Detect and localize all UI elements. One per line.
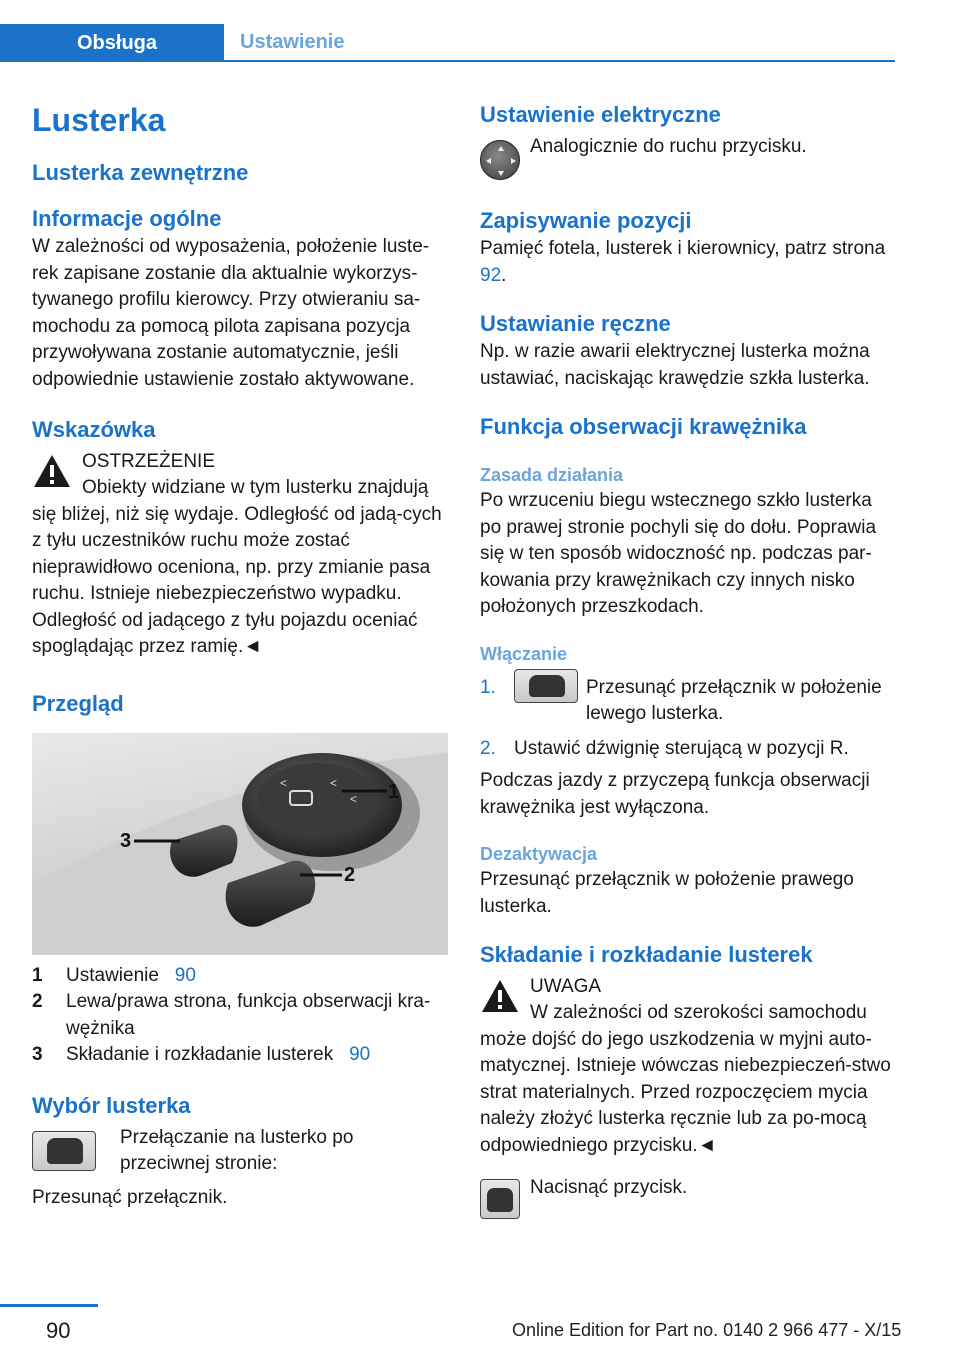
manual-heading: Ustawianie ręczne — [480, 311, 671, 336]
tab-ustawienie[interactable]: Ustawienie — [240, 30, 345, 53]
disable-heading: Dezaktywacja — [480, 844, 598, 864]
hint-heading: Wskazówka — [32, 417, 156, 442]
svg-text:<: < — [350, 791, 358, 806]
legend-item: 1 Ustawienie 90 — [32, 964, 196, 986]
electric-heading: Ustawienie elektryczne — [480, 102, 721, 127]
fold-button-icon — [480, 1179, 520, 1219]
general-heading: Informacje ogólne — [32, 206, 222, 231]
enable-heading: Włączanie — [480, 643, 568, 664]
page-link[interactable]: 90 — [349, 1044, 371, 1065]
list-item: 2. Ustawić dźwignię sterującą w pozycji R. — [480, 737, 849, 759]
electric-row — [480, 134, 896, 186]
svg-text:<: < — [280, 775, 288, 790]
chapter-tabs — [0, 24, 895, 62]
legend-item: 2 Lewa/prawa strona, funkcja obserwacji kra-wężnika — [32, 991, 431, 1039]
direction-pad-icon — [480, 140, 520, 180]
page-number: 90 — [46, 1318, 71, 1343]
legend-item: 3 Składanie i rozkładanie lusterek 90 — [32, 1044, 371, 1065]
edition-note: Online Edition for Part no. 0140 2 966 477 - X/15 — [512, 1320, 902, 1340]
enable-steps — [480, 675, 896, 763]
list-item: 1. Przesunąć przełącznik w położenie lewego lusterka. — [480, 675, 896, 728]
disable-text: Przesunąć przełącznik w położenie prawego lusterka. — [480, 869, 854, 917]
page-link[interactable]: 90 — [174, 964, 196, 986]
warning-triangle-icon — [32, 453, 72, 489]
caution-text: W zależności od szerokości samochodu może dojść do jego uszkodzenia w myjni auto-matycznej. Istnieje wówczas niebezpieczeń-stwo strat materialnych. Przed rozpoczęciem mycia należy złożyć lusterka ręcznie lub za po-mocą odpowiedniego przycisku.◄ — [480, 1002, 891, 1156]
principle-text: Po wrzuceniu biegu wstecznego szkło lusterka po prawej stronie pochyli się do dołu. Poprawia się w ten sposób widoczność np. podczas par-kowania przy krawężnikach czy innych nisko położonych przeszkodach. — [480, 490, 877, 617]
caution-block — [480, 974, 896, 1000]
left-column — [32, 96, 448, 1211]
overview-heading: Przegląd — [32, 690, 124, 716]
page-title: Lusterka — [32, 102, 166, 138]
fold-heading: Składanie i rozkładanie lusterek — [480, 942, 813, 967]
select-row — [32, 1125, 448, 1179]
right-column — [480, 96, 896, 1219]
page-link[interactable]: 92 — [480, 264, 502, 286]
save-heading: Zapisywanie pozycji — [480, 208, 692, 233]
curb-heading: Funkcja obserwacji krawężnika — [480, 414, 807, 439]
warning-text: Obiekty widziane w tym lusterku znajdują się bliżej, niż się wydaje. Odległość od jadą-cych z tyłu uczestników ruchu może zostać nieprawidłowo oceniona, np. przy zmianie pasa ruchu. Istnieje niebezpieczeństwo wypadku. Odległość od jadącego z tyłu pojazdu oceniać spoglądając przez ramię.◄ — [32, 477, 442, 657]
figure-label-3: 3 — [120, 829, 132, 852]
figure-legend — [32, 963, 448, 1069]
select-text: Przełączanie na lusterko po przeciwnej stronie: — [120, 1126, 354, 1174]
svg-text:<: < — [330, 775, 338, 790]
electric-text: Analogicznie do ruchu przycisku. — [530, 136, 807, 157]
mirror-controls-figure — [32, 733, 448, 955]
press-text: Nacisnąć przycisk. — [530, 1177, 688, 1198]
trailer-text: Podczas jazdy z przyczepą funkcja obserwacji krawężnika jest wyłączona. — [480, 770, 870, 818]
mirror-controls-illustration — [32, 733, 448, 955]
general-text: W zależności od wyposażenia, położenie luste-rek zapisane zostanie dla aktualnie wykorzys-tywanego profilu kierowcy. Przy otwieraniu sa-mochodu za pomocą pilota zapisana pozycja przywoływana zostanie automatycznie, jeśli odpowiednie ustawienie zostało aktywowane. — [32, 236, 430, 390]
principle-heading: Zasada działania — [480, 465, 624, 485]
press-row — [480, 1175, 896, 1219]
caution-title: UWAGA — [530, 976, 602, 997]
figure-label-1: 1 — [388, 780, 400, 803]
tab-obsluga[interactable]: Obsługa — [0, 24, 224, 62]
mirror-switch-icon — [514, 669, 578, 703]
footer-rule — [0, 1304, 98, 1307]
manual-text: Np. w razie awarii elektrycznej lusterka można ustawiać, naciskając krawędzie szkła lusterka. — [480, 341, 870, 389]
section-heading: Lusterka zewnętrzne — [32, 160, 249, 185]
select-heading: Wybór lusterka — [32, 1092, 191, 1118]
mirror-switch-icon — [32, 1131, 96, 1171]
warning-triangle-icon — [480, 978, 520, 1014]
save-text: Pamięć fotela, lusterek i kierownicy, patrz strona 92. — [480, 238, 886, 286]
figure-label-2: 2 — [344, 863, 356, 886]
header-rule — [224, 60, 895, 62]
select-text-2: Przesunąć przełącznik. — [32, 1186, 228, 1208]
warning-block — [32, 449, 448, 475]
warning-title: OSTRZEŻENIE — [82, 451, 216, 472]
